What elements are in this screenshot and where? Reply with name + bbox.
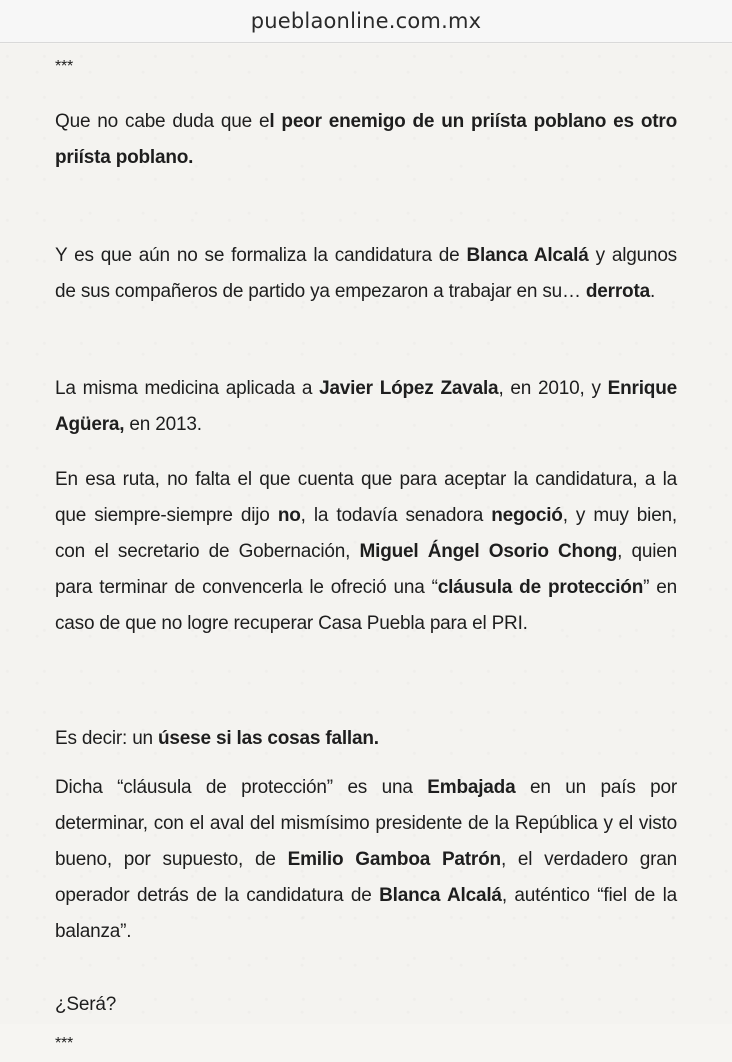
p2-text-e: . [649,281,656,302]
paragraph-2 [55,238,677,310]
p6-text-g: , auténtico “fiel de la balanza”. [55,885,677,942]
p4-text-g: , quien para terminar de convencerla le ofreció una “ [55,541,677,598]
p1-bold-b: l peor enemigo de un priísta poblano es otro priísta poblano. [55,111,677,168]
p3-bold-d: Enrique Agüera, [55,378,677,435]
browser-address-bar[interactable] [0,0,732,43]
p4-text-e: , y muy bien, con el secretario de Gobernación, [55,505,678,562]
p5-bold-b: úsese si las cosas fallan. [158,728,379,749]
url-text[interactable]: pueblaonline.com.mx [250,9,482,33]
p6-text-a: Dicha “cláusula de protección” es una [55,777,428,798]
paragraph-3 [55,371,677,443]
p3-text-c: , en 2010, y [498,378,608,399]
separator-bottom: *** [55,1035,74,1052]
p4-bold-b: no [277,505,301,526]
p4-bold-d: negoció [491,505,563,526]
p5-text-a: Es decir: un [55,728,159,749]
p6-bold-d: Emilio Gamboa Patrón [287,849,501,870]
p1-text-a: Que no cabe duda que e [55,111,270,132]
paragraph-6 [55,770,677,950]
page-content [0,44,732,1052]
p4-text-c: , la todavía senadora [300,505,492,526]
p3-text-e: en 2013. [124,414,202,435]
p4-bold-h: cláusula de protección [437,577,644,598]
p2-bold-b: Blanca Alcalá [466,245,589,266]
p6-bold-b: Embajada [427,777,516,798]
p4-text-a: En esa ruta, no falta el que cuenta que para aceptar la candidatura, a la que siempre-siempre dijo [55,469,677,526]
separator-top: *** [55,58,74,75]
p2-text-a: Y es que aún no se formaliza la candidatura de [55,245,467,266]
p2-text-c: y algunos de sus compañeros de partido ya empezaron a trabajar en su… [55,245,677,302]
p6-bold-f: Blanca Alcalá [379,885,502,906]
p3-text-a: La misma medicina aplicada a [55,378,320,399]
p4-bold-f: Miguel Ángel Osorio Chong [359,541,618,562]
paragraph-5 [55,721,677,757]
paragraph-7: ¿Será? [55,994,117,1015]
p6-text-e: , el verdadero gran operador detrás de la candidatura de [55,849,677,906]
p3-bold-b: Javier López Zavala [319,378,499,399]
p6-text-c: en un país por determinar, con el aval del mismísimo presidente de la República y el visto bueno, por supuesto, de [55,777,678,870]
p4-text-i: ” en caso de que no logre recuperar Casa Puebla para el PRI. [55,577,677,634]
paragraph-1 [55,104,677,176]
paragraph-4 [55,462,677,642]
p2-bold-d: derrota [585,281,650,302]
